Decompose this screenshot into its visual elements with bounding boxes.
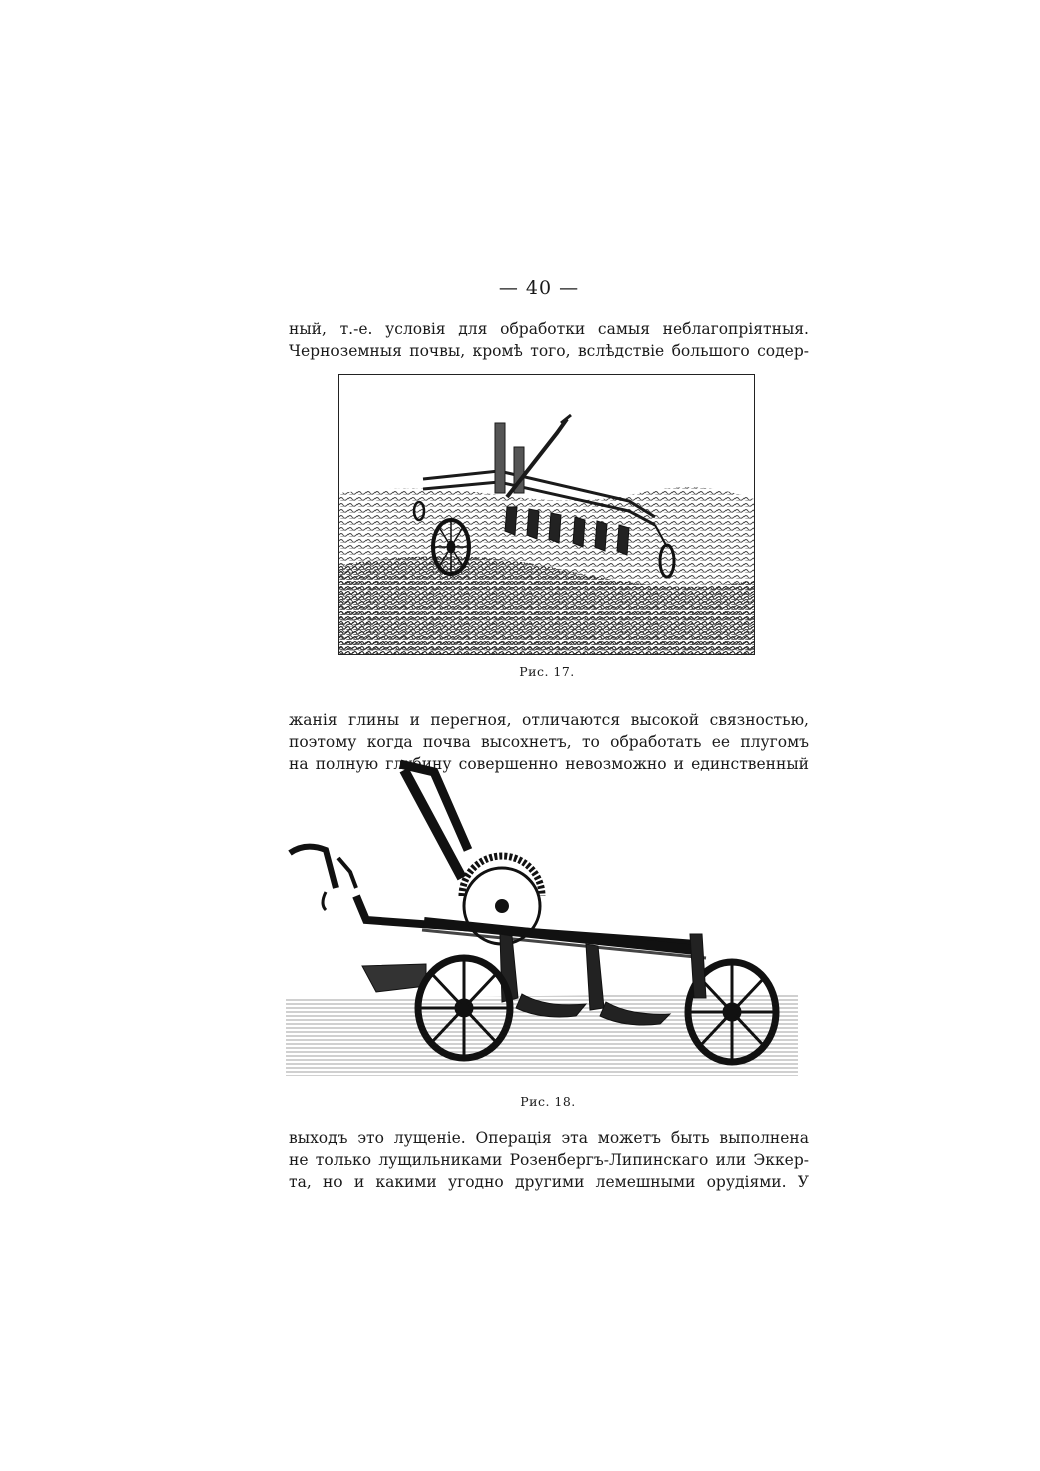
paragraph-3 [289,1127,809,1193]
text-line: не только лущильниками Розенбергъ-Липинскаго или Эккер- [289,1151,809,1169]
figure-17-illustration [338,374,755,655]
text-line: поэтому когда почва высохнетъ, то обработать ее плугомъ [289,733,809,751]
text-line: та, но и какими угодно другими лемешными орудіями. У [289,1173,809,1191]
figure-17-caption: Рис. 17. [519,664,575,679]
text-line: выходъ это лущеніе. Операція эта можетъ быть выполнена [289,1129,809,1147]
figure-18-caption: Рис. 18. [520,1094,576,1109]
figure-18-illustration [286,758,798,1080]
page-number: — 40 — [498,277,580,299]
text-line: ный, т.-е. условія для обработки самыя неблагопріятныя. [289,320,809,338]
text-line: Черноземныя почвы, кромѣ того, вслѣдствіе большого содер- [289,342,809,360]
paragraph-1 [289,318,809,362]
text-line: жанія глины и перегноя, отличаются высокой связностью, [289,711,809,729]
text-line: на полную глубину совершенно невозможно и единственный [289,755,809,773]
